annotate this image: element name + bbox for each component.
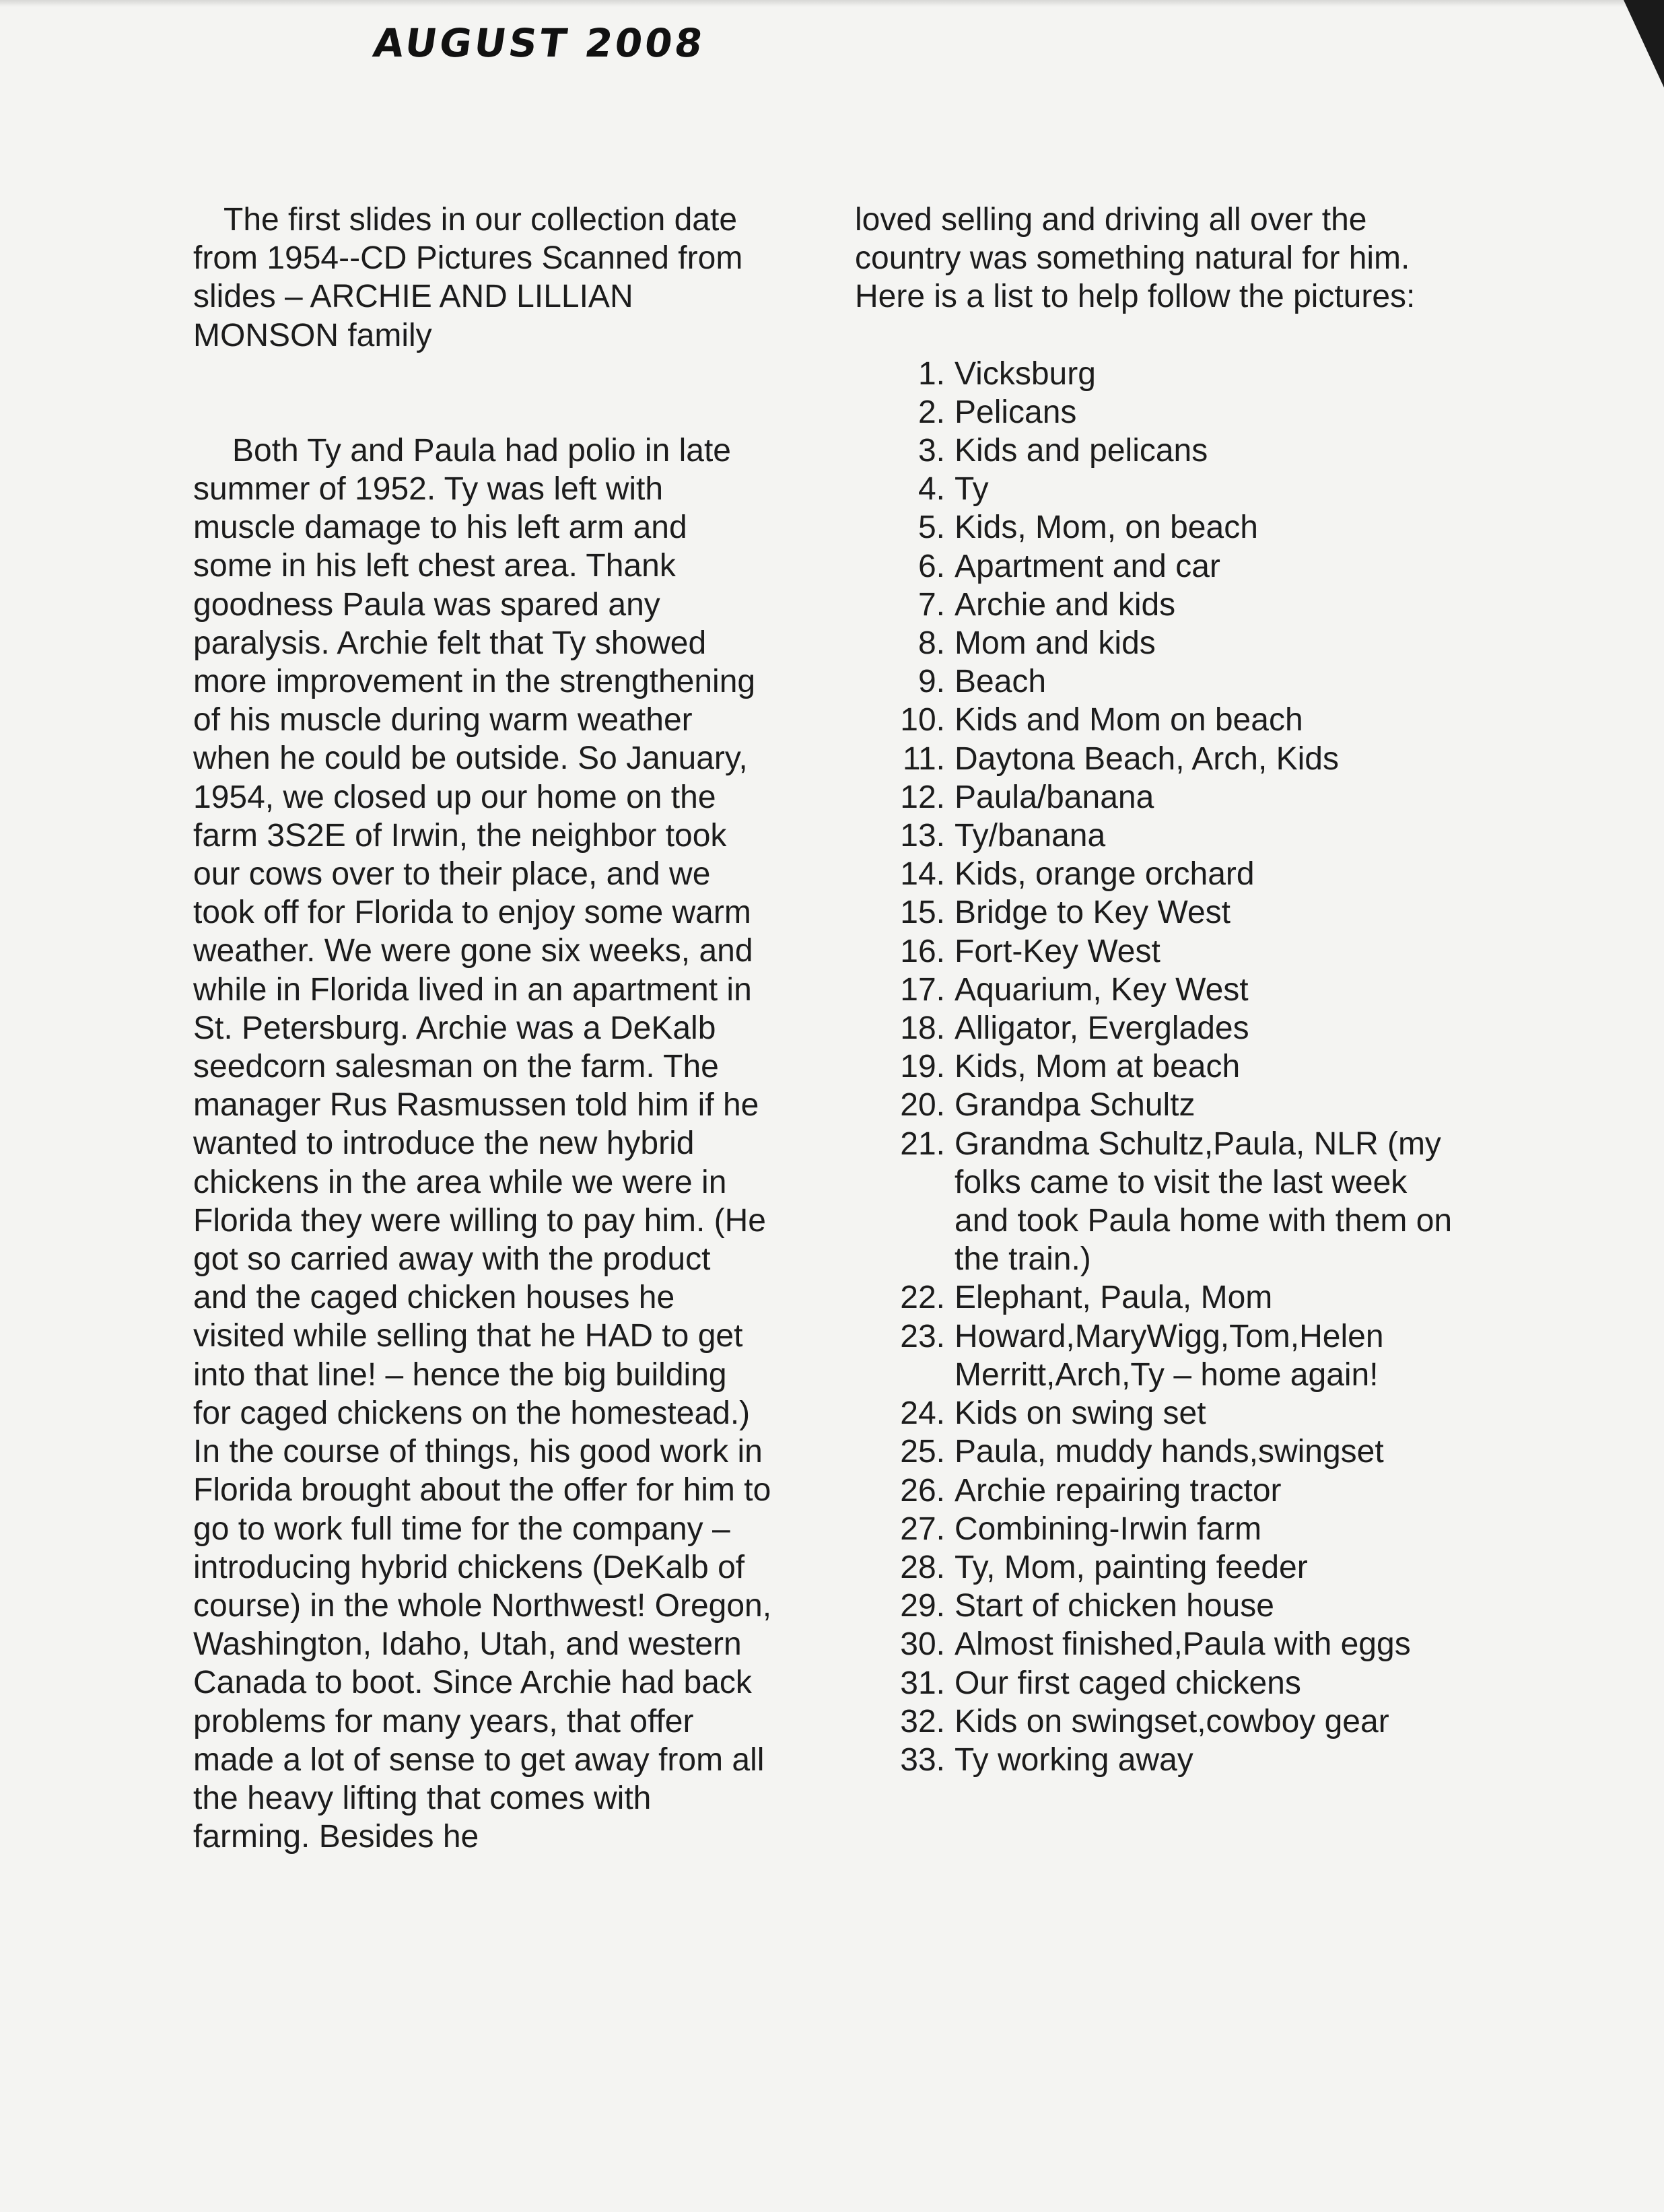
list-item-number: 10.	[900, 702, 945, 738]
list-item	[855, 893, 1461, 932]
list-item	[855, 1702, 1461, 1741]
list-item-text: Aquarium, Key West	[955, 971, 1249, 1008]
list-item-number: 15.	[900, 895, 945, 931]
list-item	[855, 1317, 1461, 1394]
list-item	[855, 1664, 1461, 1702]
list-item-text: Paula/banana	[955, 779, 1154, 815]
list-item-number: 13.	[900, 818, 945, 854]
list-item-number: 7.	[917, 586, 945, 623]
list-item-number: 27.	[900, 1511, 945, 1547]
list-item	[855, 1009, 1461, 1047]
list-item	[855, 1472, 1461, 1510]
right-column	[855, 201, 1461, 1779]
list-item-number: 4.	[917, 471, 945, 508]
list-item-text: Kids, Mom at beach	[955, 1049, 1241, 1085]
list-item	[855, 547, 1461, 586]
list-item-text: Kids, orange orchard	[955, 856, 1255, 893]
list-item-number: 20.	[900, 1087, 945, 1124]
list-item-text: Kids, Mom, on beach	[955, 510, 1258, 546]
list-item-number: 18.	[900, 1010, 945, 1047]
list-item-number: 1.	[917, 355, 945, 392]
list-item-text: Archie repairing tractor	[955, 1472, 1282, 1509]
list-item-text: Elephant, Paula, Mom	[955, 1280, 1273, 1316]
list-item	[855, 470, 1461, 508]
list-item-number: 31.	[900, 1665, 945, 1701]
list-item-text: Start of chicken house	[955, 1588, 1274, 1624]
list-item-number: 17.	[900, 971, 945, 1008]
list-item-text: Beach	[955, 664, 1047, 700]
list-item	[855, 1548, 1461, 1587]
list-item-text: Daytona Beach, Arch, Kids	[955, 740, 1339, 777]
list-item-text: Archie and kids	[955, 586, 1176, 623]
story-paragraph: Both Ty and Paula had polio in late summer of 1952. Ty was left with muscle damage to his left arm and some in his left chest area. Thank goodness Paula was spared any paralysis. Archie felt that Ty showed more improvement in the strengthening of his muscle during warm weather when he could be outside. So January, 1954, we closed up our home on the farm 3S2E of Irwin, the neighbor took our cows over to their place, and we took off for Florida to enjoy some warm weather. We were gone six weeks, and while in Florida lived in an apartment in St. Petersburg. Archie was a DeKalb seedcorn salesman on the farm. The manager Rus Rasmussen told him if he wanted to introduce the new hybrid chickens in the area while we were in Florida they were willing to pay him. (He got so carried away with the product and the caged chicken houses he visited while selling that he HAD to get into that line! – hence the big building for caged chickens on the homestead.) In the course of things, his good work in Florida brought about the offer for him to go to work full time for the company – introducing hybrid chickens (DeKalb of course) in the whole Northwest! Oregon, Washington, Idaho, Utah, and western Canada to boot. Since Archie had back problems for many years, that offer made a lot of sense to get away from all the heavy lifting that comes with farming. Besides he	[193, 432, 772, 1855]
list-item	[855, 932, 1461, 971]
intro-paragraph: The first slides in our collection date from 1954--CD Pictures Scanned from slides – ARCHIE AND LILLIAN MONSON family	[193, 202, 743, 353]
handwritten-date: AUGUST 2008	[370, 20, 708, 66]
list-item-text: Vicksburg	[955, 355, 1096, 392]
list-item-text: Mom and kids	[955, 625, 1156, 662]
list-item	[855, 817, 1461, 855]
list-item-text: Combining-Irwin farm	[955, 1511, 1262, 1547]
list-item	[855, 393, 1461, 431]
continuation-paragraph: loved selling and driving all over the country was something natural for him. Here is a list to help follow the pictures:	[855, 202, 1416, 315]
list-item	[855, 662, 1461, 701]
list-item-number: 8.	[917, 625, 945, 662]
list-item-text: Fort-Key West	[955, 933, 1160, 969]
list-item	[855, 1510, 1461, 1548]
list-item-text: Paula, muddy hands,swingset	[955, 1434, 1384, 1470]
list-item	[855, 1278, 1461, 1317]
list-item-text: Kids on swing set	[955, 1395, 1206, 1432]
list-item-text: Kids on swingset,cowboy gear	[955, 1703, 1389, 1739]
list-item-number: 6.	[917, 548, 945, 584]
list-item-text: Ty, Mom, painting feeder	[955, 1549, 1308, 1585]
list-item-text: Almost finished,Paula with eggs	[955, 1626, 1411, 1663]
list-item-text: Howard,MaryWigg,Tom,Helen Merritt,Arch,Ty – home again!	[955, 1318, 1384, 1393]
list-item-text: Kids and Mom on beach	[955, 702, 1303, 738]
list-item-number: 3.	[917, 433, 945, 469]
list-item	[855, 971, 1461, 1009]
list-item-text: Alligator, Everglades	[955, 1010, 1249, 1047]
list-item	[855, 1741, 1461, 1779]
slide-list	[855, 355, 1461, 1780]
list-item	[855, 740, 1461, 778]
left-column	[193, 201, 772, 1856]
list-item-text: Ty/banana	[955, 818, 1106, 854]
list-item-text: Our first caged chickens	[955, 1665, 1301, 1701]
list-item	[855, 855, 1461, 893]
list-item	[855, 624, 1461, 662]
list-item-number: 26.	[900, 1472, 945, 1509]
list-item	[855, 508, 1461, 547]
list-item	[855, 1125, 1461, 1279]
list-item-number: 9.	[917, 664, 945, 700]
list-item-text: Pelicans	[955, 394, 1077, 430]
list-item-number: 30.	[900, 1626, 945, 1663]
list-item	[855, 1432, 1461, 1471]
list-item	[855, 1394, 1461, 1432]
list-item	[855, 586, 1461, 624]
list-item-number: 12.	[900, 779, 945, 815]
list-item-text: Apartment and car	[955, 548, 1220, 584]
list-item	[855, 778, 1461, 817]
list-item	[855, 1587, 1461, 1625]
list-item-number: 19.	[900, 1049, 945, 1085]
list-item	[855, 355, 1461, 393]
list-item-number: 24.	[900, 1395, 945, 1432]
list-item-number: 32.	[900, 1703, 945, 1739]
list-item-number: 11.	[902, 740, 945, 777]
list-item-number: 28.	[900, 1549, 945, 1585]
list-item	[855, 1086, 1461, 1124]
list-item-text: Grandpa Schultz	[955, 1087, 1195, 1124]
list-item	[855, 431, 1461, 470]
scan-edge	[0, 0, 1664, 7]
list-item-number: 16.	[900, 933, 945, 969]
list-item-number: 22.	[900, 1280, 945, 1316]
list-item-number: 23.	[900, 1318, 945, 1354]
list-item-number: 33.	[900, 1741, 945, 1778]
page-corner-shadow	[1624, 0, 1664, 88]
list-item	[855, 701, 1461, 739]
list-item-number: 21.	[900, 1126, 945, 1162]
list-item-number: 14.	[900, 856, 945, 893]
list-item-text: Ty working away	[955, 1741, 1193, 1778]
list-item-text: Bridge to Key West	[955, 895, 1230, 931]
list-item-text: Grandma Schultz,Paula, NLR (my folks came to visit the last week and took Paula home with them on the train.)	[955, 1126, 1453, 1278]
list-item-number: 5.	[917, 510, 945, 546]
list-item-number: 2.	[917, 394, 945, 430]
list-item-text: Ty	[955, 471, 989, 508]
list-item-text: Kids and pelicans	[955, 433, 1208, 469]
list-item	[855, 1625, 1461, 1663]
list-item-number: 29.	[900, 1588, 945, 1624]
list-item-number: 25.	[900, 1434, 945, 1470]
list-item	[855, 1047, 1461, 1086]
